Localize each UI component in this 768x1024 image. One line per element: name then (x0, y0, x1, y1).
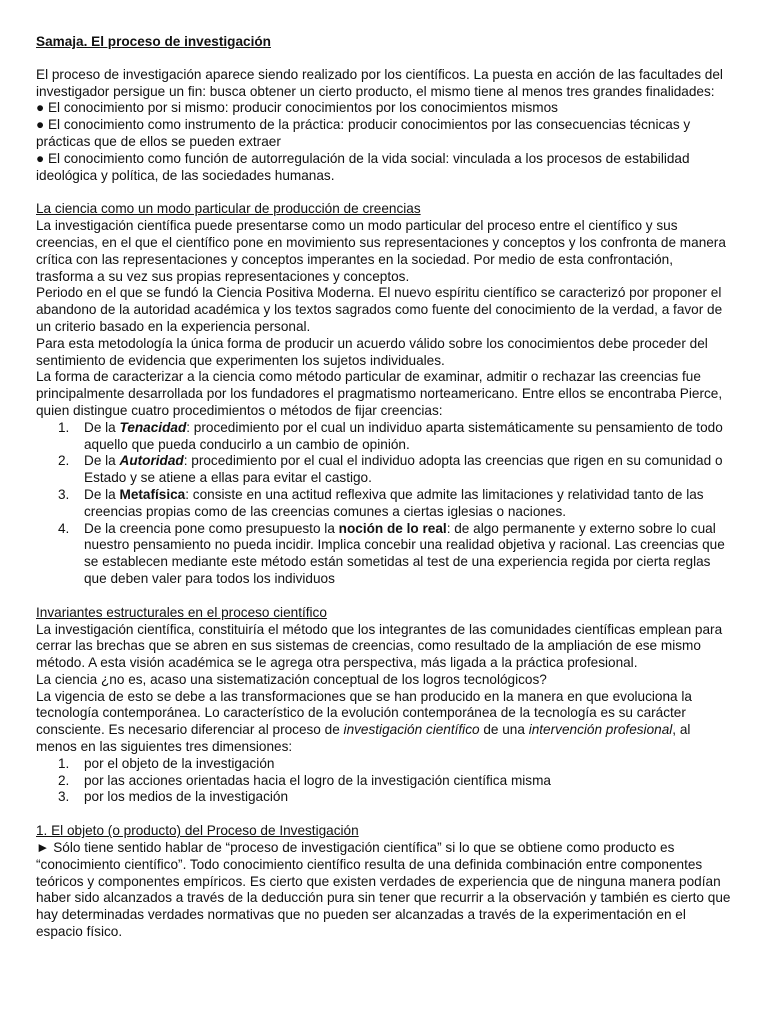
emphasis-text: investigación científico (343, 722, 480, 738)
paragraph (36, 689, 732, 756)
text-run: de una (479, 722, 529, 738)
paragraph: La forma de caracterizar a la ciencia como método particular de examinar, admitir o rechazar las creencias fue principalmente desarrollada por los fundadores el pragmatismo norteamericano. Entre ellos se encontraba Pierce, quien distingue cuatro procedimientos o métodos de fijar creencias: (36, 369, 723, 418)
list-text: por las acciones orientadas hacia el logro de la investigación científica misma (84, 772, 551, 788)
paragraph: La investigación científica puede presentarse como un modo particular del proceso entre el científico y sus creencias, en el que el científico pone en movimiento sus representaciones y conceptos y los confronta de manera crítica con las representaciones y conceptos imperantes en la sociedad. Por medio de esta confrontación, trasforma a su vez sus propias representaciones y conceptos. (36, 218, 726, 284)
list-item (58, 521, 732, 588)
list-number: 1. (58, 419, 70, 435)
list-item (58, 453, 732, 487)
list-text: De la (84, 419, 120, 435)
list-text: De la creencia pone como presupuesto la (84, 520, 339, 536)
list-number: 3. (58, 486, 70, 502)
list-term: Metafísica (119, 486, 186, 502)
paragraph: ► Sólo tiene sentido hablar de “proceso de investigación científica” si lo que se obtiene como producto es “conocimiento científico”. Todo conocimiento científico resulta de una definida combinación entre componentes teóricos y componentes empíricos. Es cierto que existen verdades de experiencia que de ninguna manera podían haber sido alcanzados a través de la deducción pura sin tener que recurrir a la observación y también es cierto que hay determinadas verdades normativas que no pueden ser alcanzadas a través de la experimentación en el espacio físico. (36, 840, 731, 940)
list-text: De la (84, 453, 120, 469)
list-text: De la (84, 486, 120, 502)
dimensions-list (36, 756, 732, 806)
text-run: , al menos en las siguientes tres dimensiones: (36, 722, 691, 755)
list-term: Tenacidad (119, 419, 187, 435)
list-text: : procedimiento por el cual un individuo aparta sistemáticamente su pensamiento de todo aquello que pueda conducirlo a un cambio de opinión. (84, 419, 723, 452)
list-term: Autoridad (119, 453, 184, 469)
list-text: por el objeto de la investigación (84, 755, 275, 771)
methods-list (36, 420, 732, 588)
list-item (58, 789, 732, 806)
list-item (58, 420, 732, 454)
list-text: : de algo permanente y externo sobre lo cual nuestro pensamiento no pueda incidir. Implica concebir una realidad objetiva y racional. Las creencias que se establecen mediante este método están sometidas al test de una experiencia regida por cierta reglas que deben valer para todos los individuos (84, 520, 725, 586)
bullet-item: ● El conocimiento por si mismo: producir conocimientos por los conocimientos mismos (36, 100, 558, 116)
paragraph: Para esta metodología la única forma de producir un acuerdo válido sobre los conocimientos debe proceder del sentimiento de evidencia que experimenten los sujetos individuales. (36, 335, 708, 368)
text-run: La vigencia de esto se debe a las transformaciones que se han producido en la manera en que evoluciona la tecnología contemporánea. Lo característico de la evolución contemporánea de la tecnología es su carácter consciente. Es necesario diferenciar al proceso de (36, 688, 692, 738)
list-number: 3. (58, 789, 70, 805)
list-number: 4. (58, 520, 70, 536)
paragraph: La investigación científica, constituiría el método que los integrantes de las comunidades científicas emplean para cerrar las brechas que se abren en sus sistemas de creencias, como resultado de la ampliación de ese mismo método. A esta visión académica se le agrega otra perspectiva, más ligada a la práctica profesional. (36, 621, 723, 671)
list-number: 1. (58, 755, 70, 771)
list-number: 2. (58, 772, 70, 788)
list-item (58, 756, 732, 773)
section-heading-invariantes: Invariantes estructurales en el proceso científico (36, 604, 327, 620)
document-title: Samaja. El proceso de investigación (36, 34, 271, 49)
list-term: noción de lo real (338, 520, 447, 536)
list-item (58, 487, 732, 521)
intro-paragraph: El proceso de investigación aparece siendo realizado por los científicos. La puesta en acción de las facultades del investigador persigue un fin: busca obtener un cierto producto, el mismo tiene al menos tres grandes finalidades: (36, 66, 723, 99)
section-heading-ciencia: La ciencia como un modo particular de producción de creencias (36, 201, 421, 217)
section-heading-objeto: 1. El objeto (o producto) del Proceso de Investigación (36, 823, 359, 839)
list-text: por los medios de la investigación (84, 789, 289, 805)
paragraph: Periodo en el que se fundó la Ciencia Positiva Moderna. El nuevo espíritu científico se caracterizó por proponer el abandono de la autoridad académica y los textos sagrados como fuente del conocimiento de la verdad, a favor de un criterio basado en la experiencia personal. (36, 285, 723, 334)
emphasis-text: intervención profesional (528, 722, 673, 738)
list-number: 2. (58, 453, 70, 469)
list-item (58, 773, 732, 790)
paragraph: La ciencia ¿no es, acaso una sistematización conceptual de los logros tecnológicos? (36, 671, 547, 687)
list-text: : consiste en una actitud reflexiva que admite las limitaciones y relatividad tanto de las creencias propias como de las creencias comunes a ciertas iglesias o naciones. (84, 486, 704, 519)
bullet-item: ● El conocimiento como instrumento de la práctica: producir conocimientos por las consecuencias técnicas y prácticas que de ellos se pueden extraer (36, 117, 691, 149)
bullet-item: ● El conocimiento como función de autorregulación de la vida social: vinculada a los procesos de estabilidad ideológica y política, de las sociedades humanas. (36, 150, 690, 183)
list-text: : procedimiento por el cual el individuo adopta las creencias que rigen en su comunidad o Estado y se atiene a ellas para evitar el castigo. (84, 453, 723, 486)
